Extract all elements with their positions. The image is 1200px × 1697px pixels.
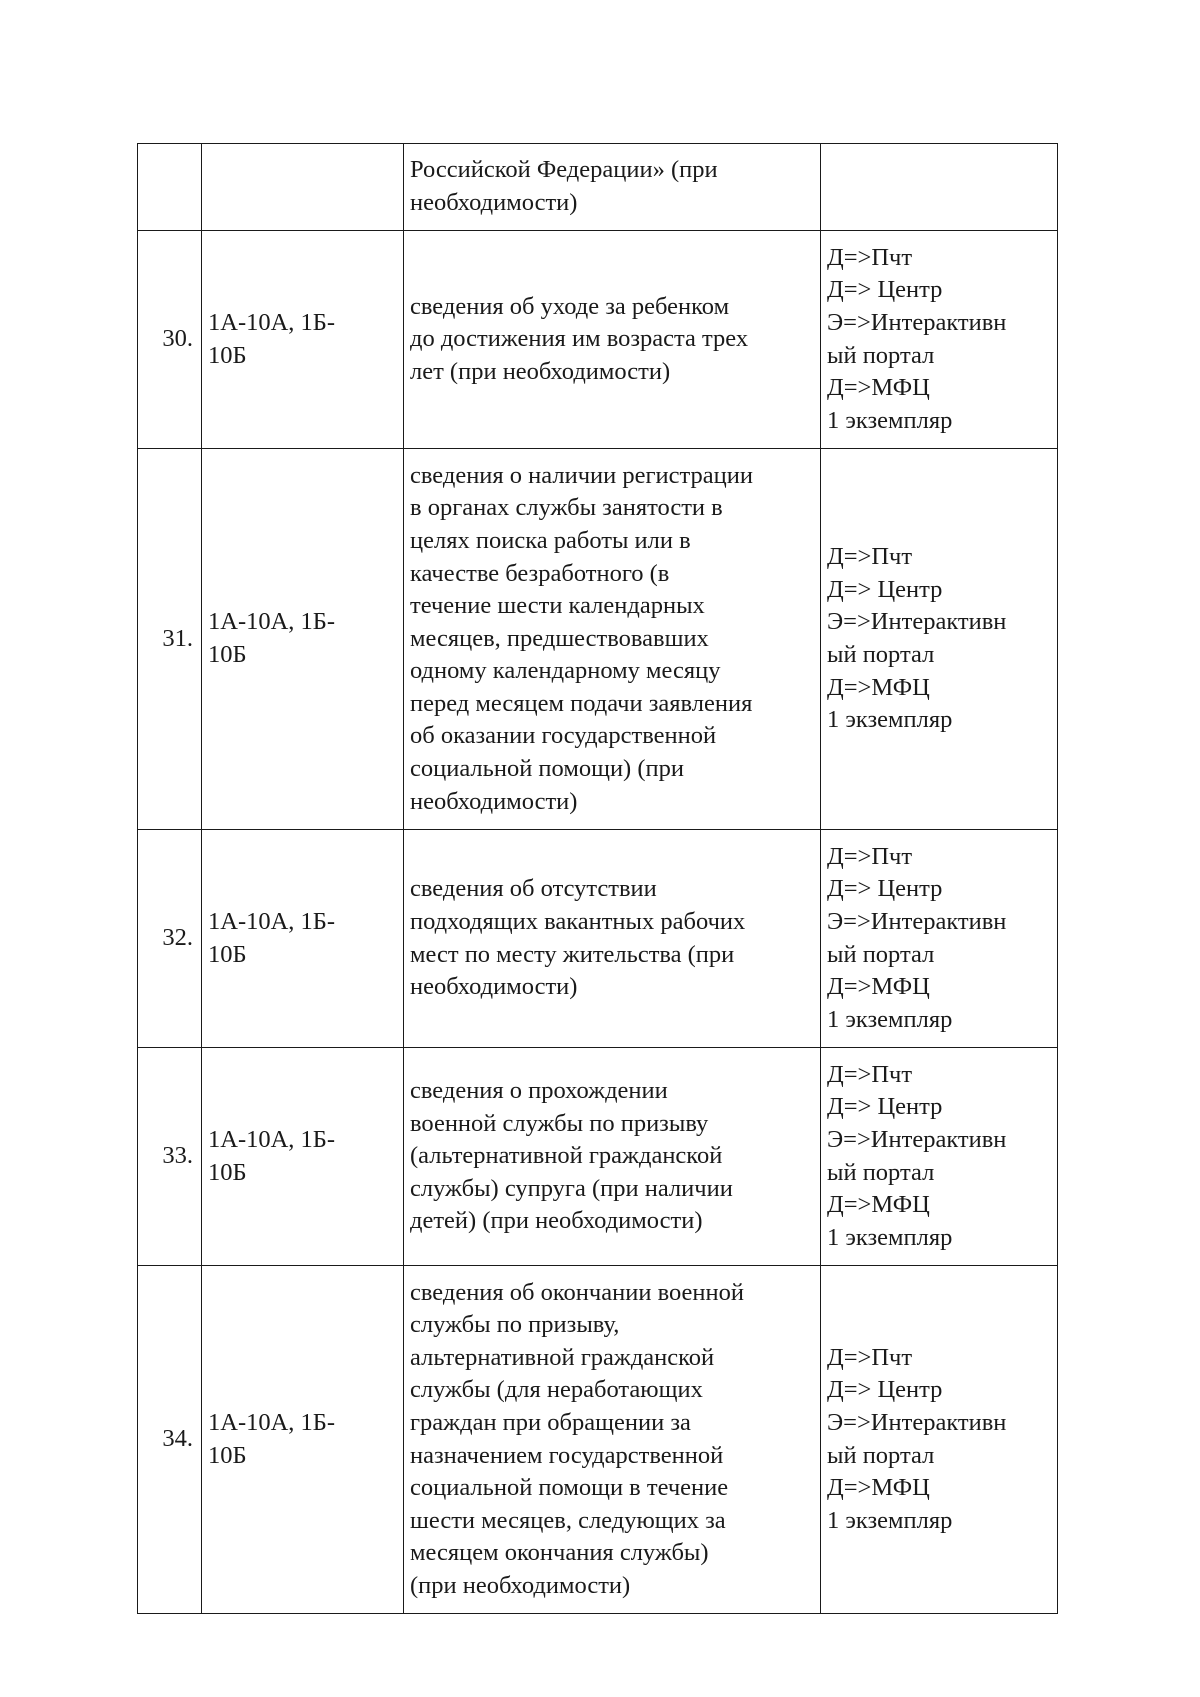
submission-method	[821, 144, 1058, 231]
submission-method: Д=>Пчт Д=> Центр Э=>Интерактивн ый портал Д=>МФЦ 1 экземпляр	[821, 449, 1058, 830]
table-row	[138, 830, 1058, 1048]
category-codes: 1А-10А, 1Б- 10Б	[202, 449, 404, 830]
category-codes: 1А-10А, 1Б- 10Б	[202, 231, 404, 449]
table-row	[138, 1266, 1058, 1614]
row-number: 31.	[138, 449, 202, 830]
document-description: сведения о прохождении военной службы по призыву (альтернативной гражданской службы) супруга (при наличии детей) (при необходимости)	[404, 1048, 821, 1266]
submission-method: Д=>Пчт Д=> Центр Э=>Интерактивн ый портал Д=>МФЦ 1 экземпляр	[821, 830, 1058, 1048]
table-row	[138, 231, 1058, 449]
row-number: 30.	[138, 231, 202, 449]
documents-table	[137, 143, 1058, 1614]
category-codes	[202, 144, 404, 231]
table-row	[138, 1048, 1058, 1266]
row-number: 33.	[138, 1048, 202, 1266]
table-row	[138, 144, 1058, 231]
table-row	[138, 449, 1058, 830]
document-description: сведения об окончании военной службы по призыву, альтернативной гражданской службы (для неработающих граждан при обращении за назначением государственной социальной помощи в течение шести месяцев, следующих за месяцем окончания службы) (при необходимости)	[404, 1266, 821, 1614]
document-description: сведения о наличии регистрации в органах службы занятости в целях поиска работы или в качестве безработного (в течение шести календарных месяцев, предшествовавших одному календарному месяцу перед месяцем подачи заявления об оказании государственной социальной помощи) (при необходимости)	[404, 449, 821, 830]
category-codes: 1А-10А, 1Б- 10Б	[202, 1048, 404, 1266]
submission-method: Д=>Пчт Д=> Центр Э=>Интерактивн ый портал Д=>МФЦ 1 экземпляр	[821, 1048, 1058, 1266]
row-number	[138, 144, 202, 231]
submission-method: Д=>Пчт Д=> Центр Э=>Интерактивн ый портал Д=>МФЦ 1 экземпляр	[821, 1266, 1058, 1614]
category-codes: 1А-10А, 1Б- 10Б	[202, 1266, 404, 1614]
category-codes: 1А-10А, 1Б- 10Б	[202, 830, 404, 1048]
row-number: 32.	[138, 830, 202, 1048]
document-description: сведения об отсутствии подходящих вакантных рабочих мест по месту жительства (при необходимости)	[404, 830, 821, 1048]
document-description: Российской Федерации» (при необходимости)	[404, 144, 821, 231]
row-number: 34.	[138, 1266, 202, 1614]
submission-method: Д=>Пчт Д=> Центр Э=>Интерактивн ый портал Д=>МФЦ 1 экземпляр	[821, 231, 1058, 449]
document-description: сведения об уходе за ребенком до достижения им возраста трех лет (при необходимости)	[404, 231, 821, 449]
